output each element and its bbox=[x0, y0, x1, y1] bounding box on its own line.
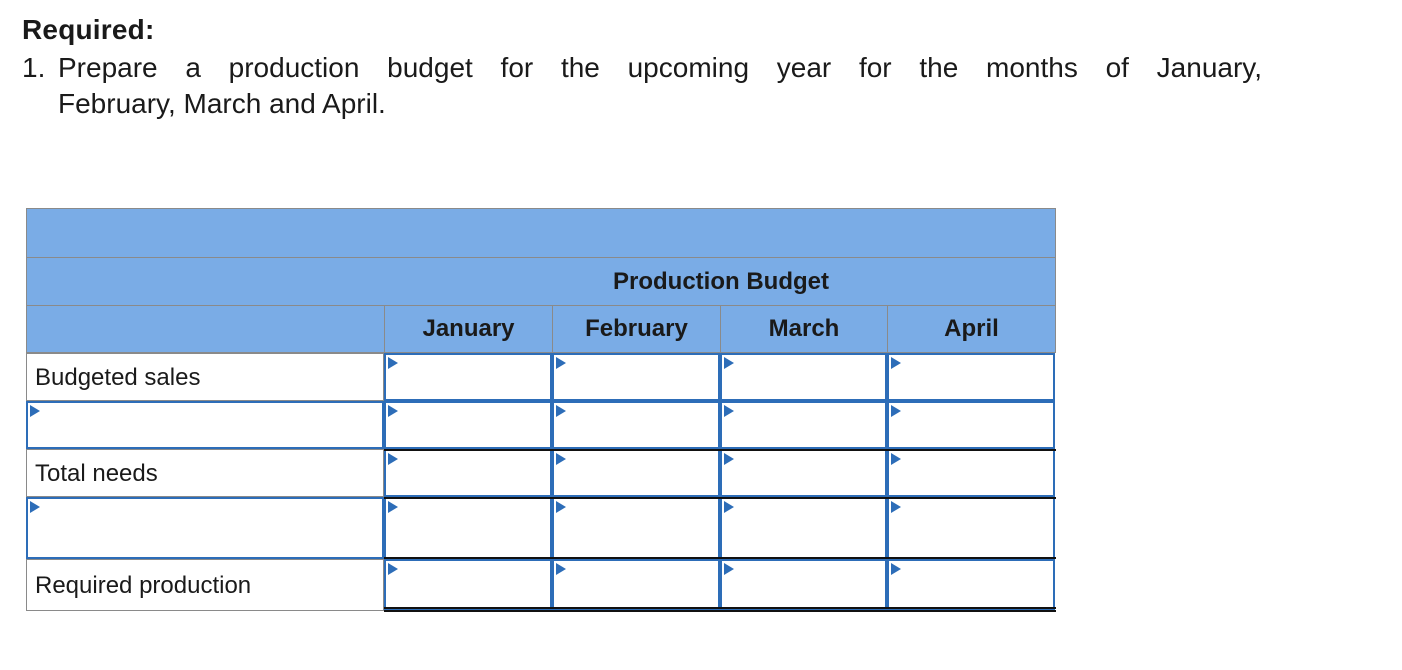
requirement-text-line2: February, March and April. bbox=[58, 88, 386, 119]
dropdown-marker-icon bbox=[30, 405, 40, 417]
input-cell-february[interactable] bbox=[552, 401, 720, 449]
cell-marker-icon bbox=[388, 453, 398, 465]
cell-marker-icon bbox=[724, 501, 734, 513]
column-header-april: April bbox=[887, 306, 1055, 352]
row-label-input[interactable] bbox=[26, 401, 384, 449]
input-cell-april[interactable] bbox=[887, 449, 1055, 497]
cell-marker-icon bbox=[891, 501, 901, 513]
cell-marker-icon bbox=[891, 357, 901, 369]
table-title: Production Budget bbox=[613, 268, 829, 295]
total-rule-line bbox=[384, 449, 1056, 451]
column-header-january: January bbox=[384, 306, 552, 352]
row-label-input[interactable] bbox=[26, 497, 384, 559]
input-cell-april[interactable] bbox=[887, 497, 1055, 559]
input-cell-january[interactable] bbox=[384, 401, 552, 449]
cell-marker-icon bbox=[388, 501, 398, 513]
input-cell-january[interactable] bbox=[384, 353, 552, 401]
total-rule-line bbox=[384, 610, 1056, 612]
requirement-text-line1: Prepare a production budget for the upcoming year for the months of January, bbox=[58, 52, 1262, 83]
input-cell-february[interactable] bbox=[552, 497, 720, 559]
cell-marker-icon bbox=[724, 563, 734, 575]
cell-marker-icon bbox=[556, 501, 566, 513]
cell-marker-icon bbox=[388, 357, 398, 369]
cell-marker-icon bbox=[556, 453, 566, 465]
cell-marker-icon bbox=[556, 357, 566, 369]
input-cell-january[interactable] bbox=[384, 559, 552, 611]
cell-marker-icon bbox=[556, 405, 566, 417]
cell-marker-icon bbox=[724, 405, 734, 417]
input-cell-march[interactable] bbox=[720, 559, 887, 611]
total-rule-line bbox=[384, 557, 1056, 559]
input-cell-february[interactable] bbox=[552, 559, 720, 611]
cell-marker-icon bbox=[388, 405, 398, 417]
table-top-band bbox=[26, 208, 1056, 258]
row-label: Required production bbox=[26, 559, 384, 611]
table-title-band bbox=[26, 257, 1056, 306]
cell-marker-icon bbox=[724, 453, 734, 465]
cell-marker-icon bbox=[556, 563, 566, 575]
row-label: Budgeted sales bbox=[26, 353, 384, 401]
requirement-number: 1. bbox=[22, 52, 46, 83]
input-cell-march[interactable] bbox=[720, 353, 887, 401]
row-label: Total needs bbox=[26, 449, 384, 497]
input-cell-february[interactable] bbox=[552, 449, 720, 497]
dropdown-marker-icon bbox=[30, 501, 40, 513]
cell-marker-icon bbox=[388, 563, 398, 575]
production-budget-table bbox=[26, 208, 1056, 612]
input-cell-april[interactable] bbox=[887, 559, 1055, 611]
input-cell-march[interactable] bbox=[720, 497, 887, 559]
total-rule-line bbox=[384, 607, 1056, 609]
input-cell-march[interactable] bbox=[720, 401, 887, 449]
input-cell-march[interactable] bbox=[720, 449, 887, 497]
column-header-band bbox=[26, 305, 1056, 353]
cell-marker-icon bbox=[891, 453, 901, 465]
requirement-item bbox=[22, 50, 1262, 122]
cell-marker-icon bbox=[891, 563, 901, 575]
input-cell-january[interactable] bbox=[384, 449, 552, 497]
cell-marker-icon bbox=[891, 405, 901, 417]
input-cell-april[interactable] bbox=[887, 401, 1055, 449]
input-cell-january[interactable] bbox=[384, 497, 552, 559]
column-header-february: February bbox=[552, 306, 720, 352]
input-cell-april[interactable] bbox=[887, 353, 1055, 401]
column-header-march: March bbox=[720, 306, 887, 352]
cell-marker-icon bbox=[724, 357, 734, 369]
input-cell-february[interactable] bbox=[552, 353, 720, 401]
required-heading: Required: bbox=[22, 14, 155, 45]
total-rule-line bbox=[384, 497, 1056, 499]
